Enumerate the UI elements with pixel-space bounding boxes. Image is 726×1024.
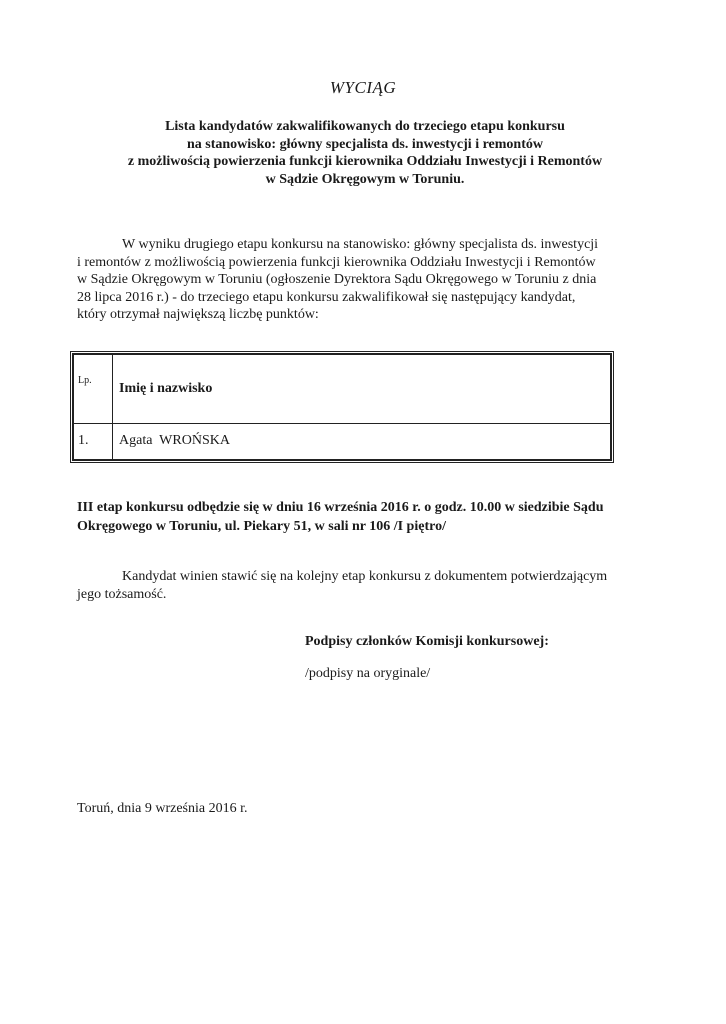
heading-line: w Sądzie Okręgowym w Toruniu. [265, 171, 465, 187]
heading-line: Lista kandydatów zakwalifikowanych do trzeciego etapu konkursu [165, 119, 565, 134]
table-header-row [74, 355, 611, 424]
schedule-line: Okręgowego w Toruniu, ul. Piekary 51, w sali nr 106 /I piętro/ [77, 519, 446, 534]
document-title: WYCIĄG [329, 78, 397, 97]
signatures-note: /podpisy na oryginale/ [305, 666, 431, 681]
note-line: jego tożsamość. [77, 586, 167, 602]
document-heading [100, 118, 630, 188]
table-row [74, 423, 611, 459]
column-header-number: Lp. [74, 355, 113, 424]
intro-line: w Sądzie Okręgowym w Toruniu (ogłoszenie Dyrektora Sądu Okręgowego w Toruniu z dnia [77, 272, 597, 287]
note-paragraph [77, 568, 640, 603]
schedule-line: III etap konkursu odbędzie się w dniu 16 września 2016 r. o godz. 10.00 w siedzibie Sądu [77, 500, 604, 515]
intro-line: 28 lipca 2016 r.) - do trzeciego etapu konkursu zakwalifikował się następujący kandydat, [77, 289, 576, 305]
heading-line: z możliwością powierzenia funkcji kierownika Oddziału Inwestycji i Remontów [127, 154, 603, 169]
intro-paragraph [77, 236, 640, 324]
place-date: Toruń, dnia 9 września 2016 r. [77, 801, 248, 816]
candidates-table [72, 353, 612, 461]
note-line: Kandydat winien stawić się na kolejny etap konkursu z dokumentem potwierdzającym [122, 569, 608, 584]
cell-name: Agata WROŃSKA [113, 423, 611, 459]
column-header-name: Imię i nazwisko [113, 355, 611, 424]
intro-line: W wyniku drugiego etapu konkursu na stanowisko: główny specjalista ds. inwestycji [122, 237, 599, 252]
heading-line: na stanowisko: główny specjalista ds. inwestycji i remontów [187, 136, 543, 152]
intro-line: i remontów z możliwością powierzenia funkcji kierownika Oddziału Inwestycji i Remontów [77, 254, 596, 270]
cell-number: 1. [74, 423, 113, 459]
schedule-paragraph [77, 498, 640, 536]
signatures-label: Podpisy członków Komisji konkursowej: [305, 634, 549, 649]
intro-line: który otrzymał największą liczbę punktów: [77, 307, 319, 322]
